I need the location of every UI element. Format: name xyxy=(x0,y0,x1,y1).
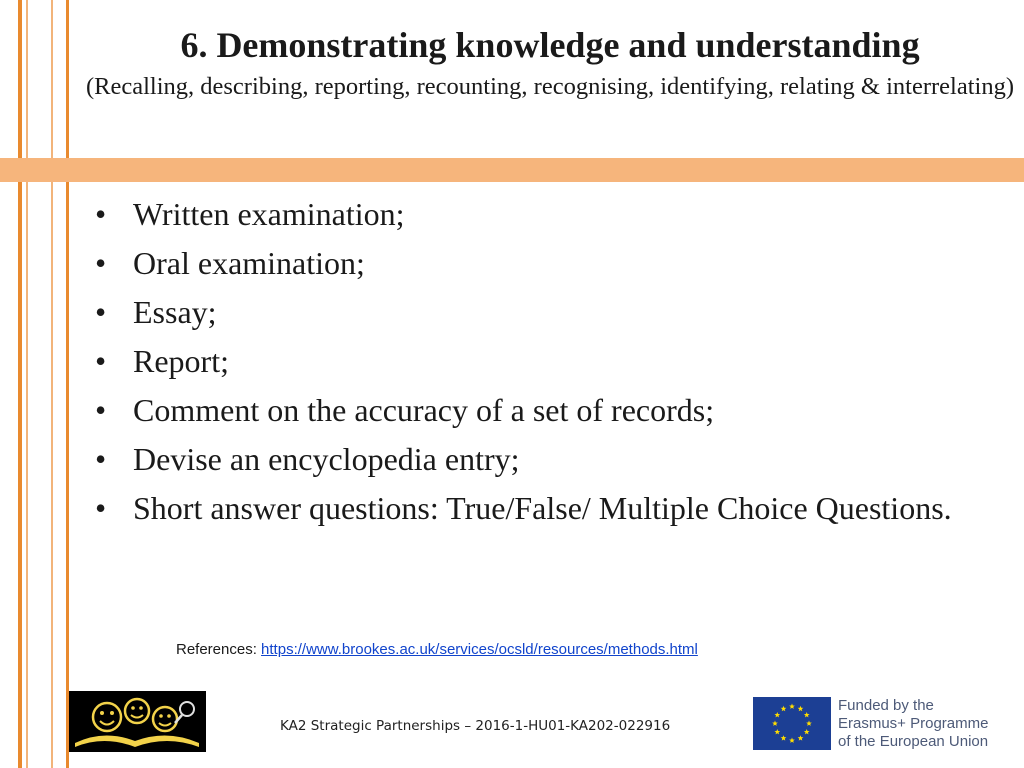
eu-funding-line: of the European Union xyxy=(838,733,989,750)
list-item xyxy=(95,390,955,430)
list-item xyxy=(95,194,955,234)
list-item-text: Devise an encyclopedia entry; xyxy=(133,441,520,477)
eu-funding-text xyxy=(838,697,988,751)
bullet-icon: • xyxy=(95,245,107,281)
eu-funding-line: Funded by the xyxy=(838,697,934,714)
decor-vertical-line xyxy=(51,0,53,768)
list-item xyxy=(95,439,955,479)
bullet-list xyxy=(95,194,955,537)
decor-vertical-line xyxy=(18,0,22,768)
eu-star-icon xyxy=(781,735,787,740)
eu-star-icon xyxy=(804,712,810,717)
project-logo xyxy=(69,691,206,752)
list-item xyxy=(95,243,955,283)
eu-star-icon xyxy=(774,729,780,734)
eu-star-icon xyxy=(789,704,795,709)
bullet-icon: • xyxy=(95,294,107,330)
bullet-icon: • xyxy=(95,196,107,232)
bullet-icon: • xyxy=(95,441,107,477)
slide-title: 6. Demonstrating knowledge and understanding xyxy=(180,25,920,65)
list-item xyxy=(95,292,955,332)
decor-vertical-line xyxy=(26,0,28,768)
list-item-text: Short answer questions: True/False/ Multiple Choice Questions. xyxy=(133,490,952,526)
eu-star-icon xyxy=(781,706,787,711)
references-label: References: xyxy=(176,641,257,658)
eu-star-icon xyxy=(772,721,778,726)
list-item xyxy=(95,341,955,381)
eu-stars xyxy=(753,697,831,750)
list-item-text: Report; xyxy=(133,343,229,379)
slide-subtitle: (Recalling, describing, reporting, recounting, recognising, identifying, relating & interrelating) xyxy=(85,73,1014,100)
project-footer-text: KA2 Strategic Partnerships – 2016-1-HU01-KA202-022916 xyxy=(280,718,671,734)
list-item-text: Written examination; xyxy=(133,196,405,232)
eu-star-icon xyxy=(798,706,804,711)
eu-star-icon xyxy=(804,729,810,734)
bullet-icon: • xyxy=(95,490,107,526)
eu-star-icon xyxy=(774,712,780,717)
list-item-text: Comment on the accuracy of a set of records; xyxy=(133,392,715,428)
references-link[interactable]: https://www.brookes.ac.uk/services/ocsld/resources/methods.html xyxy=(261,641,698,658)
decor-horizontal-band xyxy=(0,158,1024,182)
eu-funding-line: Erasmus+ Programme xyxy=(838,715,989,732)
bullet-icon: • xyxy=(95,343,107,379)
eu-flag-icon xyxy=(753,697,831,750)
references xyxy=(176,641,698,658)
decor-vertical-line xyxy=(66,0,69,768)
list-item-text: Oral examination; xyxy=(133,245,365,281)
eu-star-icon xyxy=(789,738,795,743)
list-item xyxy=(95,488,955,528)
project-logo-icon xyxy=(69,691,206,752)
eu-star-icon xyxy=(798,735,804,740)
bullet-icon: • xyxy=(95,392,107,428)
list-item-text: Essay; xyxy=(133,294,217,330)
eu-star-icon xyxy=(806,721,812,726)
